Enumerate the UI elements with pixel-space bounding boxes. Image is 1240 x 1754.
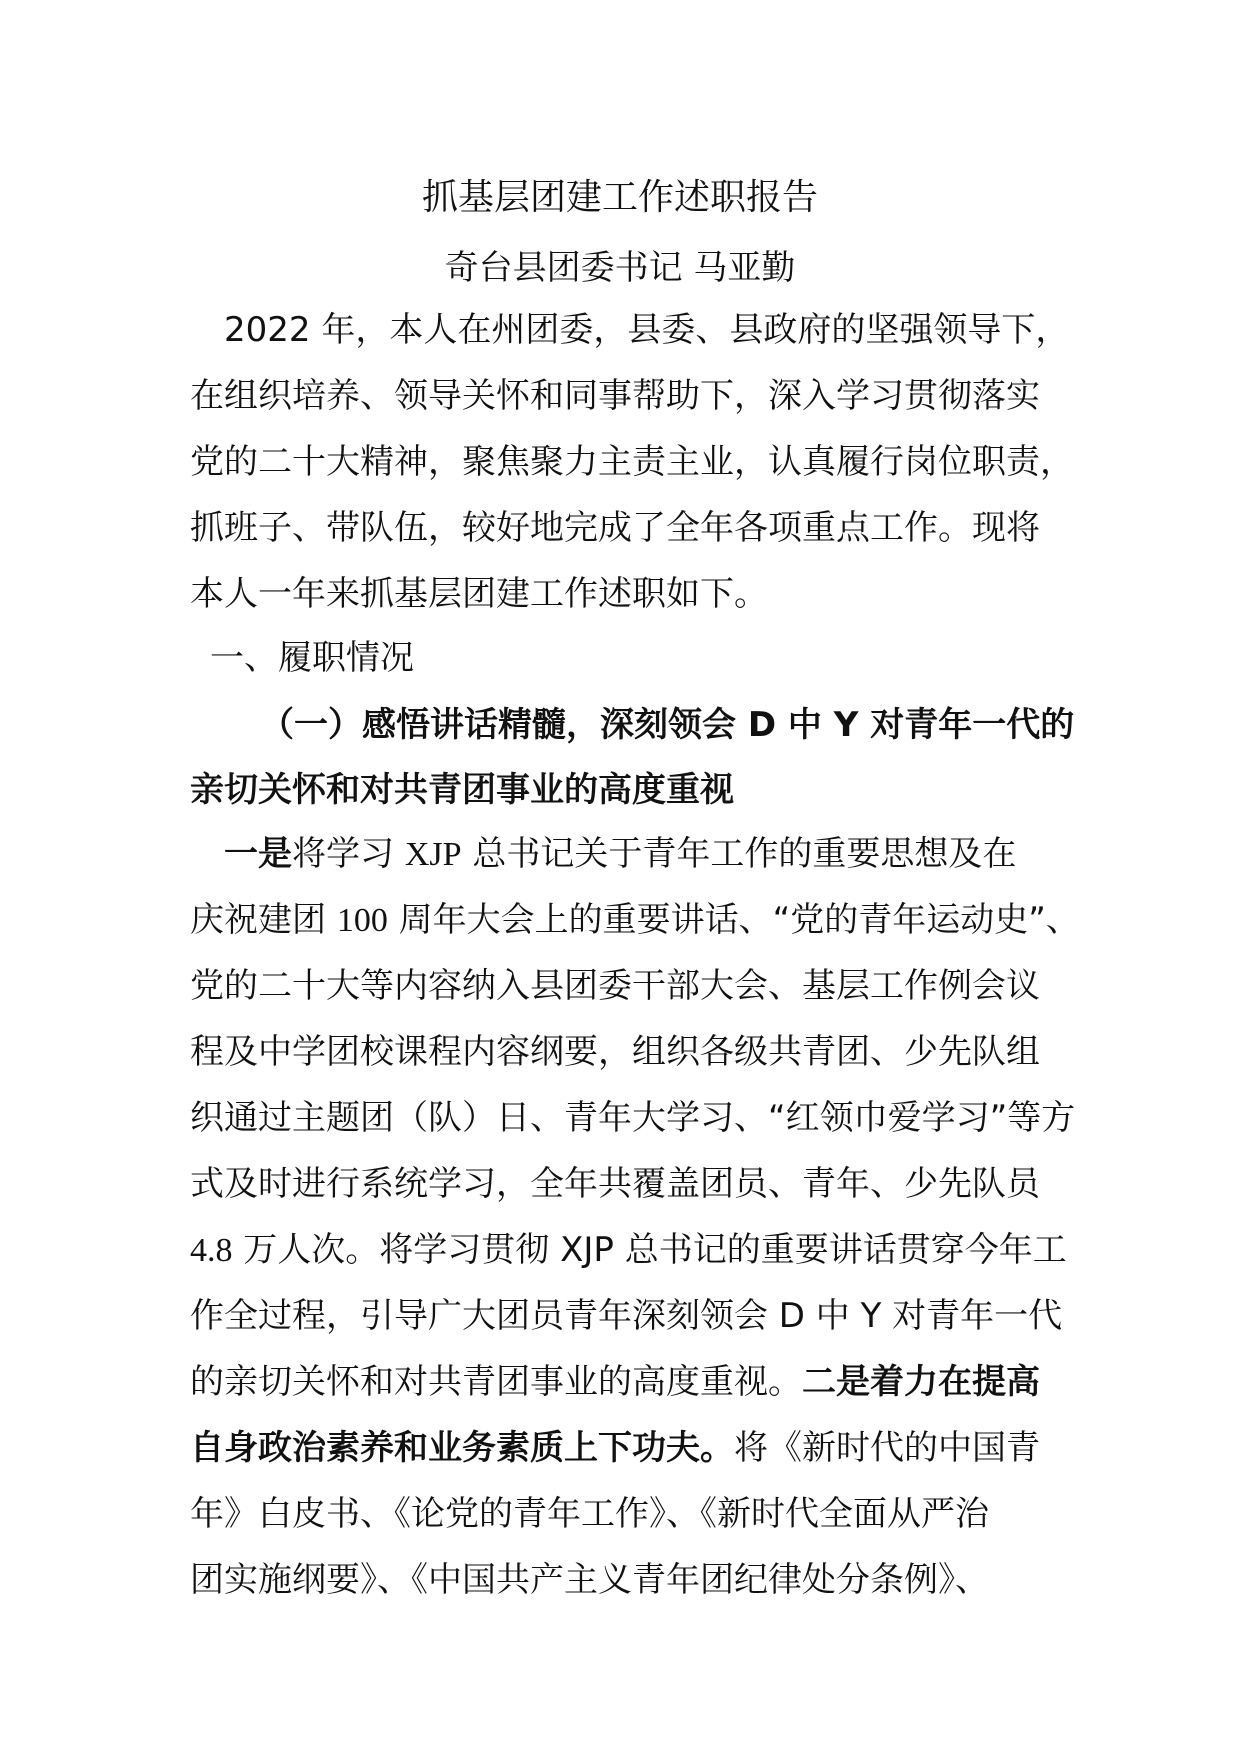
body-line-10 — [190, 1416, 1100, 1480]
body-line-6: 式及时进行系统学习，全年共覆盖团员、青年、少先队员 — [190, 1164, 1040, 1204]
point-two-label-cont: 自身政治素养和业务素质上下功夫。 — [190, 1428, 734, 1468]
body-line-9 — [190, 1350, 1100, 1414]
intro-line-3: 党的二十大精神，聚焦聚力主责主业，认真履行岗位职责， — [190, 442, 1074, 482]
body-text: 万人次。将学习贯彻 XJP 总书记的重要讲话贯穿今年工 — [232, 1230, 1067, 1270]
body-number: 100 — [336, 902, 388, 939]
body-line-7 — [190, 1218, 1100, 1283]
subsection-heading-line-1: （一）感悟讲话精髓，深刻领会 D 中 Y 对青年一代的 — [260, 705, 1075, 745]
body-abbrev: XJP — [404, 836, 462, 873]
intro-line-4: 抓班子、带队伍，较好地完成了全年各项重点工作。现将 — [190, 508, 1040, 548]
intro-line-1: 2022 年，本人在州团委，县委、县政府的坚强领导下， — [190, 310, 1070, 350]
body-text: 将《新时代的中国青 — [734, 1428, 1040, 1468]
intro-line-5: 本人一年来抓基层团建工作述职如下。 — [190, 574, 768, 614]
point-two-label: 二是着力在提高 — [802, 1362, 1040, 1402]
author-line: 奇台县团委书记 马亚勤 — [444, 248, 796, 288]
body-line-12: 团实施纲要》、《中国共产主义青年团纪律处分条例》、 — [190, 1560, 989, 1600]
body-line-3: 党的二十大等内容纳入县团委干部大会、基层工作例会议 — [190, 966, 1040, 1006]
body-text: 庆祝建团 — [190, 900, 337, 940]
section-heading: 一、履职情况 — [210, 638, 414, 678]
body-text: 周年大会上的重要讲话、“党的青年运动史”、 — [387, 900, 1080, 940]
body-line-11: 年》白皮书、《论党的青年工作》、《新时代全面从严治 — [190, 1494, 989, 1534]
body-line-4: 程及中学团校课程内容纲要，组织各级共青团、少先队组 — [190, 1032, 1040, 1072]
point-one-label: 一是 — [190, 834, 292, 874]
body-line-1 — [190, 822, 1100, 887]
body-text: 的亲切关怀和对共青团事业的高度重视。 — [190, 1362, 802, 1402]
body-text: 总书记关于青年工作的重要思想及在 — [461, 834, 1017, 874]
body-number: 4.8 — [190, 1232, 233, 1269]
body-text: 将学习 — [292, 834, 405, 874]
document-title: 抓基层团建工作述职报告 — [421, 177, 818, 218]
body-line-2 — [190, 888, 1100, 953]
subsection-heading-line-2: 亲切关怀和对共青团事业的高度重视 — [190, 770, 734, 810]
body-line-8: 作全过程，引导广大团员青年深刻领会 D 中 Y 对青年一代 — [190, 1296, 1063, 1336]
intro-line-2: 在组织培养、领导关怀和同事帮助下，深入学习贯彻落实 — [190, 376, 1040, 416]
body-line-5: 织通过主题团（队）日、青年大学习、“红领巾爱学习”等方 — [190, 1098, 1076, 1138]
